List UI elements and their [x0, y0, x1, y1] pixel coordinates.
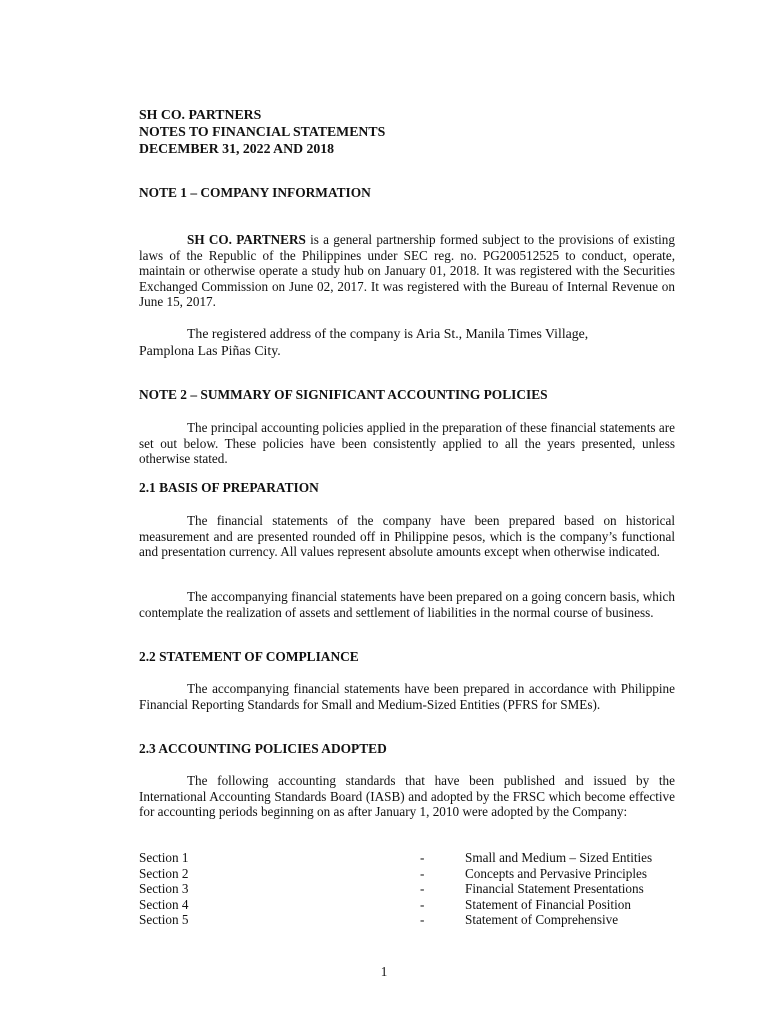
section-title: Statement of Comprehensive: [465, 912, 619, 927]
document-title: NOTES TO FINANCIAL STATEMENTS: [139, 124, 386, 139]
list-item: [139, 912, 679, 928]
section-dash: -: [420, 881, 425, 896]
document-date: DECEMBER 31, 2022 AND 2018: [139, 141, 335, 156]
section-2-2-heading: 2.2 STATEMENT OF COMPLIANCE: [139, 649, 359, 664]
company-name-inline: SH CO. PARTNERS: [187, 232, 306, 247]
list-item: [139, 881, 679, 897]
note2-heading: NOTE 2 – SUMMARY OF SIGNIFICANT ACCOUNTING POLICIES: [139, 387, 548, 402]
note1-paragraph-1: [139, 232, 675, 310]
section-title: Small and Medium – Sized Entities: [465, 850, 653, 865]
section-title: Concepts and Pervasive Principles: [465, 865, 648, 881]
list-item: [139, 850, 679, 866]
note1-paragraph-1-text: is a general partnership formed subject to the provisions of existing laws of the Republic of the Philippines under SEC reg. no. PG200512525 to conduct, operate, maintain or otherwise operate a study hub on January 01, 2018. It was registered with the Securities Exchanged Commission on June 02, 2017. It was registered with the Bureau of Internal Revenue on June 15, 2017.: [139, 232, 675, 310]
section-name: Section 1: [139, 850, 189, 865]
section-2-2-paragraph: The accompanying financial statements have been prepared in accordance with Philippine Financial Reporting Standards for Small and Medium-Sized Entities (PFRS for SMEs).: [139, 681, 675, 712]
note2-intro: The principal accounting policies applied in the preparation of these financial statements are set out below. These policies have been consistently applied to all the years presented, unless otherwise stated.: [139, 420, 675, 467]
section-dash: -: [420, 865, 425, 881]
address-line-2: Pamplona Las Piñas City.: [139, 343, 281, 358]
section-2-3-paragraph: The following accounting standards that have been published and issued by the International Accounting Standards Board (IASB) and adopted by the FRSC which become effective for accounting periods beginning on as after January 1, 2010 were adopted by the Company:: [139, 773, 675, 820]
section-name: Section 4: [139, 896, 189, 912]
section-2-3-heading: 2.3 ACCOUNTING POLICIES ADOPTED: [139, 741, 387, 756]
section-dash: -: [420, 850, 425, 865]
section-name: Section 3: [139, 881, 189, 896]
list-item: [139, 866, 679, 882]
section-title: Statement of Financial Position: [465, 896, 631, 912]
list-item: [139, 897, 679, 913]
section-name: Section 2: [139, 865, 189, 881]
section-dash: -: [420, 912, 425, 927]
address-line-1: The registered address of the company is Aria St., Manila Times Village,: [187, 326, 589, 341]
section-2-1-heading: 2.1 BASIS OF PREPARATION: [139, 480, 319, 495]
section-title: Financial Statement Presentations: [465, 881, 644, 896]
section-2-1-paragraph-1: The financial statements of the company have been prepared based on historical measurement and are presented rounded off in Philippine pesos, which is the company’s functional and presentation currency. All values represent absolute amounts except when otherwise indicated.: [139, 513, 675, 560]
note1-paragraph-2: [139, 325, 679, 359]
section-2-1-paragraph-2: The accompanying financial statements have been prepared on a going concern basis, which contemplate the realization of assets and settlement of liabilities in the normal course of business.: [139, 589, 675, 620]
note1-heading: NOTE 1 – COMPANY INFORMATION: [139, 185, 371, 200]
document-header: [139, 106, 675, 157]
page-number: 1: [380, 964, 388, 979]
section-dash: -: [420, 896, 425, 912]
section-name: Section 5: [139, 912, 189, 927]
company-name: SH CO. PARTNERS: [139, 107, 262, 122]
